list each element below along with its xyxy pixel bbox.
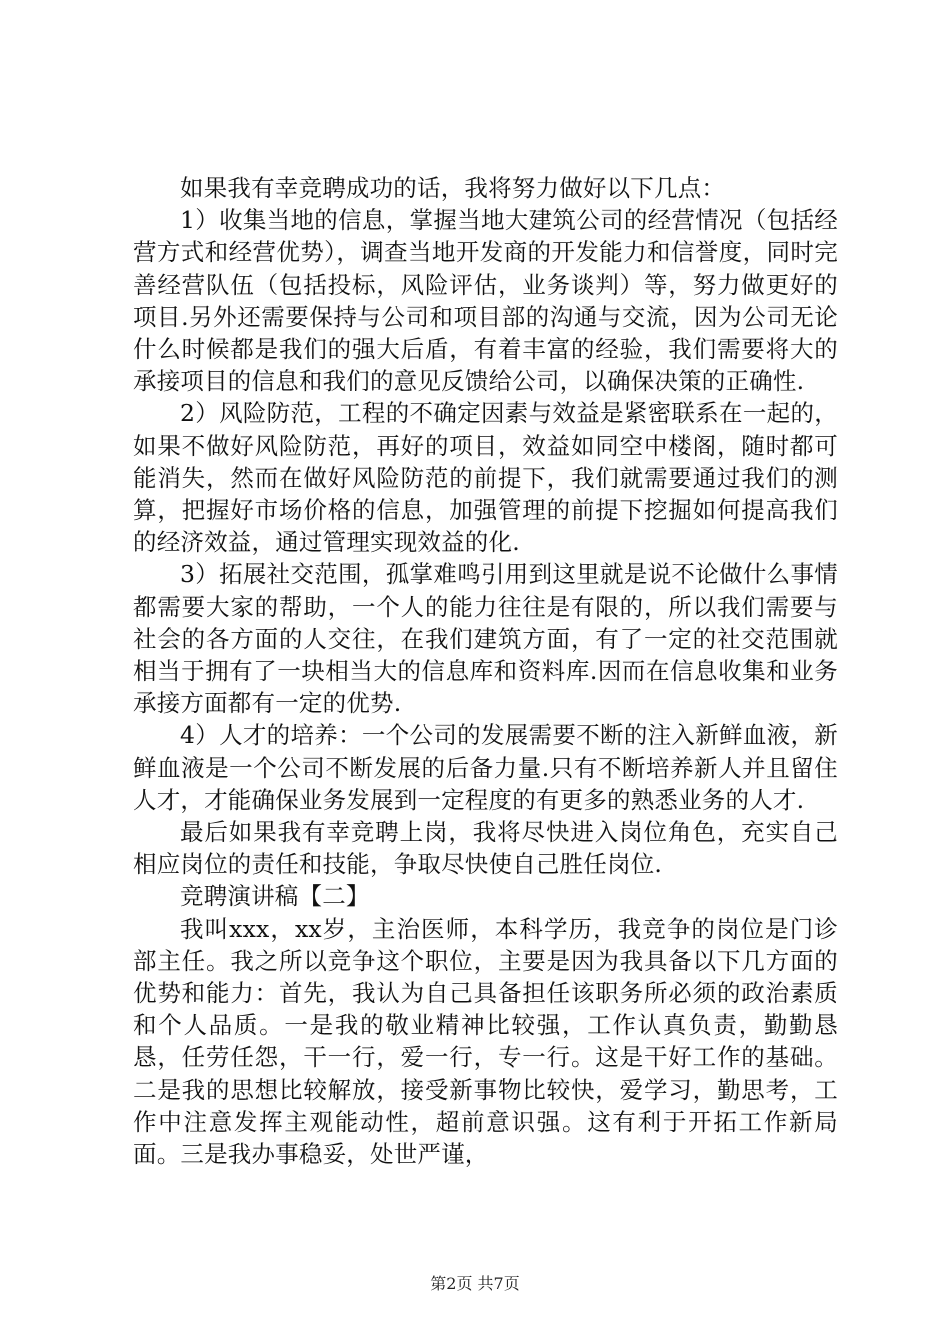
paragraph-point-4: 4）人才的培养：一个公司的发展需要不断的注入新鲜血液，新鲜血液是一个公司不断发展的后备力量.只有不断培养新人并且留住人才，才能确保业务发展到一定程度的有更多的熟悉业务的人才.: [133, 721, 838, 814]
paragraph-point-2: 2）风险防范，工程的不确定因素与效益是紧密联系在一起的，如果不做好风险防范，再好的项目，效益如同空中楼阁，随时都可能消失，然而在做好风险防范的前提下，我们就需要通过我们的测算，把握好市场价格的信息，加强管理的前提下挖掘如何提高我们的经济效益，通过管理实现效益的化.: [133, 399, 838, 557]
paragraph-point-1: 1）收集当地的信息，掌握当地大建筑公司的经营情况（包括经营方式和经营优势），调查当地开发商的开发能力和信誉度，同时完善经营队伍（包括投标，风险评估，业务谈判）等，努力做更好的项目.另外还需要保持与公司和项目部的沟通与交流，因为公司无论什么时候都是我们的强大后盾，有着丰富的经验，我们需要将大的承接项目的信息和我们的意见反馈给公司，以确保决策的正确性.: [133, 206, 838, 396]
paragraph-intro: 如果我有幸竞聘成功的话，我将努力做好以下几点：: [180, 174, 726, 202]
section-heading: 竞聘演讲稿【二】: [180, 882, 370, 911]
paragraph-closing: 最后如果我有幸竞聘上岗，我将尽快进入岗位角色，充实自己相应岗位的责任和技能，争取尽快使自己胜任岗位.: [133, 818, 838, 879]
document-body: [133, 172, 838, 1170]
page-number: 第2页 共7页: [430, 1274, 520, 1293]
paragraph-speech-2: 我叫xxx，xx岁，主治医师，本科学历，我竞争的岗位是门诊部主任。我之所以竞争这个职位，主要是因为我具备以下几方面的优势和能力：首先，我认为自己具备担任该职务所必须的政治素质和个人品质。一是我的敬业精神比较强，工作认真负责，勤勤恳恳，任劳任怨，干一行，爱一行，专一行。这是干好工作的基础。二是我的思想比较解放，接受新事物比较快，爱学习，勤思考，工作中注意发挥主观能动性，超前意识强。这有利于开拓工作新局面。三是我办事稳妥，处世严谨，: [133, 914, 838, 1169]
paragraph-point-3: 3）拓展社交范围，孤掌难鸣引用到这里就是说不论做什么事情都需要大家的帮助，一个人的能力往往是有限的，所以我们需要与社会的各方面的人交往，在我们建筑方面，有了一定的社交范围就相当于拥有了一块相当大的信息库和资料库.因而在信息收集和业务承接方面都有一定的优势.: [133, 560, 838, 718]
